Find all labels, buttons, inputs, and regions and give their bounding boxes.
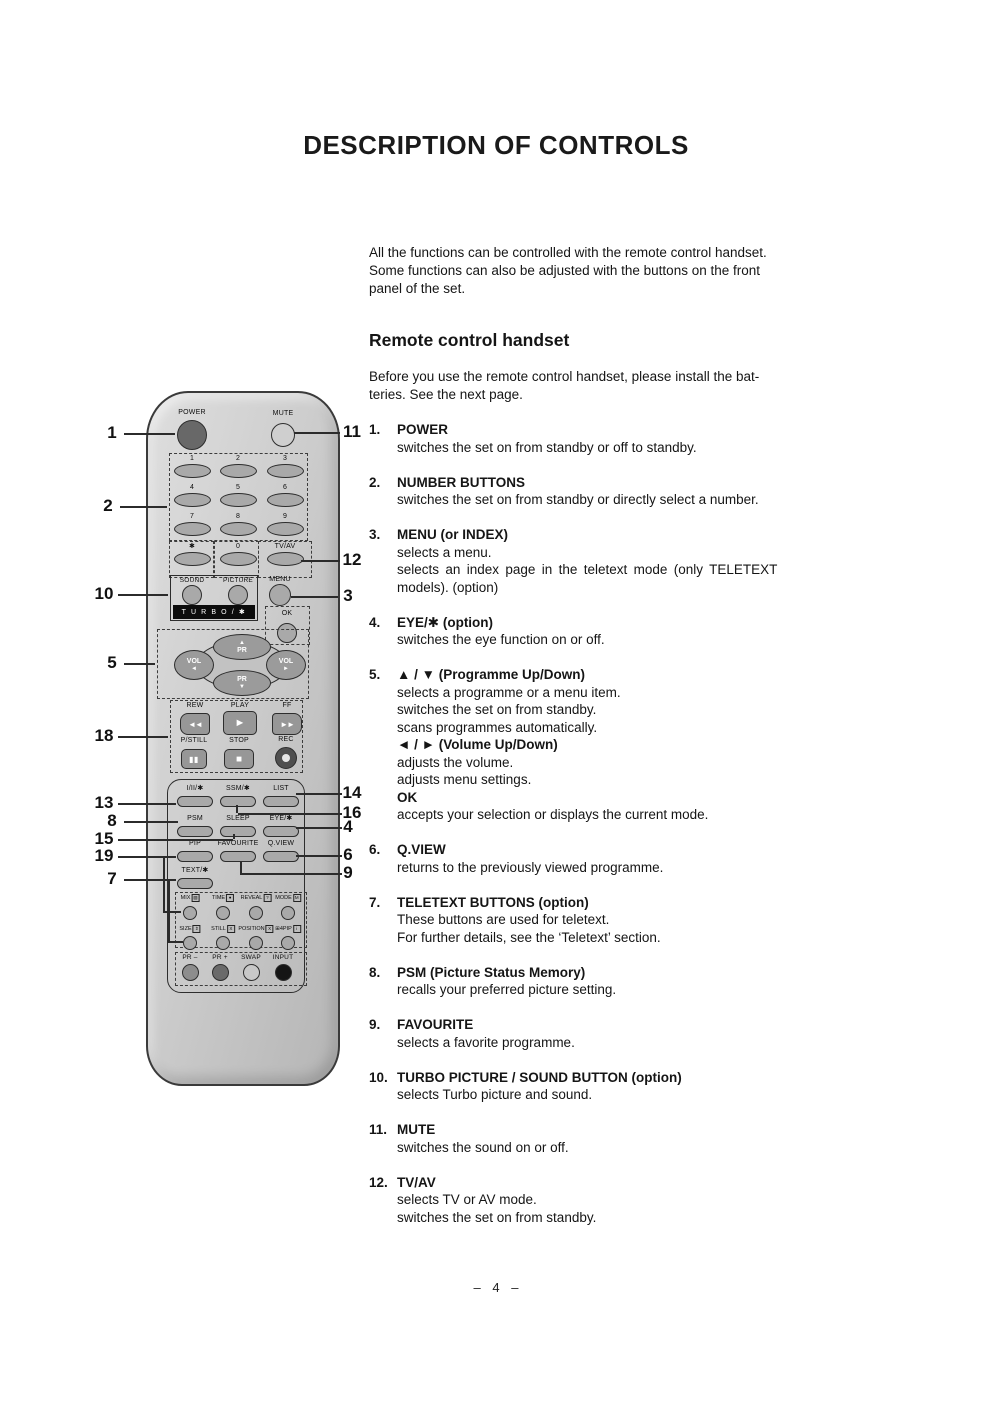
input-label: INPUT xyxy=(272,954,294,961)
position-text: POSITION xyxy=(238,926,265,932)
item-number: 12. xyxy=(369,1174,388,1190)
time-icon: ● xyxy=(226,894,234,902)
item-title: MENU (or INDEX) xyxy=(397,527,508,542)
swap-label: SWAP xyxy=(241,954,261,961)
callout-6: 6 xyxy=(343,845,353,864)
psm-button xyxy=(177,826,213,837)
callout-11: 11 xyxy=(343,422,361,441)
rew-button xyxy=(180,713,210,735)
sound-label: SOUND xyxy=(179,577,205,584)
callout-9: 9 xyxy=(343,863,353,882)
digit-3-button xyxy=(267,464,304,478)
mix-icon: ▨ xyxy=(193,895,198,900)
item-title: NUMBER BUTTONS xyxy=(397,474,525,490)
intro-paragraph xyxy=(369,244,925,298)
position-label xyxy=(238,925,273,933)
callout-line xyxy=(294,432,340,434)
digit-4-label: 4 xyxy=(189,484,195,491)
sleep-button xyxy=(220,826,256,837)
callout-line xyxy=(120,506,167,508)
paragraph-line: Before you use the remote control handset, please install the bat- xyxy=(369,369,760,384)
pause-still-button xyxy=(181,749,207,769)
digit-9-label: 9 xyxy=(282,513,288,520)
mix-button xyxy=(183,906,197,920)
digit-6-button xyxy=(267,493,304,507)
callout-10: 10 xyxy=(94,584,114,603)
tvav-button xyxy=(267,552,304,566)
item-number: 2. xyxy=(369,474,381,490)
list-item xyxy=(369,1121,925,1156)
item-description-line: scans programmes automatically. xyxy=(397,719,598,735)
item-description-line: selects a favorite programme. xyxy=(397,1034,575,1050)
position-button xyxy=(249,936,263,950)
menu-button xyxy=(269,584,291,606)
ff-button xyxy=(272,713,302,735)
list-button xyxy=(263,796,299,807)
digit-2-button xyxy=(220,464,257,478)
time-label xyxy=(212,894,234,902)
digit-8-label: 8 xyxy=(235,513,241,520)
sleep-label: SLEEP xyxy=(226,815,250,822)
play-button xyxy=(223,711,257,735)
list-item xyxy=(369,614,925,649)
pr-button xyxy=(212,964,229,981)
q-view-button xyxy=(263,851,299,862)
callout-line xyxy=(291,596,338,598)
digit-7-label: 7 xyxy=(189,513,195,520)
item-description-line: selects Turbo picture and sound. xyxy=(397,1087,593,1102)
item-description-line: adjusts the volume. xyxy=(397,754,514,770)
4pip-text: ⊞4PIP xyxy=(275,926,292,932)
item-number: 8. xyxy=(369,964,381,980)
callout-8: 8 xyxy=(107,811,117,830)
4pip-label xyxy=(275,925,301,933)
pr-label: PR + xyxy=(212,954,228,961)
item-title: ◄ / ► (Volume Up/Down) xyxy=(397,737,558,752)
section-heading: Remote control handset xyxy=(369,330,570,350)
size-icon: ⇕ xyxy=(193,925,201,933)
star-label: ✱ xyxy=(188,543,196,550)
digit-5-label: 5 xyxy=(235,484,241,491)
callout-line xyxy=(118,839,233,841)
install-batteries-paragraph xyxy=(369,368,925,404)
time-text: TIME xyxy=(211,895,226,901)
size-button xyxy=(183,936,197,950)
mix-text: MIX xyxy=(180,895,191,901)
callout-16: 16 xyxy=(342,803,362,822)
digit-4-button xyxy=(174,493,211,507)
item-description-line: These buttons are used for teletext. xyxy=(397,912,610,927)
programme-up-button: ▲ PR xyxy=(213,634,271,660)
item-body xyxy=(397,1121,925,1156)
rew-icon: ◄◄ xyxy=(188,719,202,729)
4pip-icon: i xyxy=(293,925,301,933)
callout-15: 15 xyxy=(94,829,114,848)
pr-button xyxy=(182,964,199,981)
ok-label: OK xyxy=(281,610,293,617)
callout-19: 19 xyxy=(94,846,114,865)
item-description-line: accepts your selection or displays the current mode. xyxy=(397,807,709,822)
callout-7: 7 xyxy=(107,869,117,888)
programme-down-button: PR ▼ xyxy=(213,670,271,696)
callout-3: 3 xyxy=(343,586,353,605)
stop-icon: ■ xyxy=(235,753,243,765)
pip-label: PIP xyxy=(189,840,201,847)
paragraph-line: Some functions can also be adjusted with the buttons on the front xyxy=(369,263,760,278)
item-title: EYE/✱ (option) xyxy=(397,614,494,630)
reveal-label xyxy=(241,894,272,902)
tvav-label: TV/AV xyxy=(274,543,296,550)
callout-line xyxy=(168,941,183,943)
mute-label: MUTE xyxy=(272,410,294,417)
item-description-line: returns to the previously viewed programme. xyxy=(397,859,664,875)
callout-line xyxy=(236,805,238,813)
item-number: 7. xyxy=(369,894,381,910)
item-description-line: switches the set on from standby. xyxy=(397,1209,597,1225)
callout-2: 2 xyxy=(103,496,113,515)
rec-dot-icon xyxy=(282,754,290,762)
pip-button xyxy=(177,851,213,862)
digit-9-button xyxy=(267,522,304,536)
item-description-line: switches the eye function on or off. xyxy=(397,632,605,647)
callout-line xyxy=(238,813,342,815)
ff-icon: ►► xyxy=(280,719,294,729)
favourite-button xyxy=(220,851,256,862)
callout-4: 4 xyxy=(343,817,353,836)
document-title: DESCRIPTION OF CONTROLS xyxy=(303,130,689,160)
item-number: 4. xyxy=(369,614,381,630)
still-text: STILL xyxy=(211,926,226,932)
item-body xyxy=(397,894,925,947)
item-description-line: adjusts menu settings. xyxy=(397,772,532,787)
mode-text: MODE xyxy=(275,895,292,901)
input-button xyxy=(275,964,292,981)
item-description-line: selects a menu. xyxy=(397,544,492,560)
text-label: TEXT/✱ xyxy=(181,867,209,874)
item-number: 3. xyxy=(369,527,381,542)
star-button xyxy=(174,552,211,566)
item-description-line: switches the sound on or off. xyxy=(397,1139,569,1155)
text-button xyxy=(177,878,213,889)
item-number: 5. xyxy=(369,667,381,682)
psm-label: PSM xyxy=(187,815,203,822)
item-description-line: switches the set on from standby or directly select a number. xyxy=(397,492,759,507)
item-description-line: selects TV or AV mode. xyxy=(397,1192,537,1207)
list-item xyxy=(369,964,925,999)
item-body xyxy=(397,841,925,876)
item-title: MUTE xyxy=(397,1122,436,1137)
callout-line xyxy=(296,855,342,857)
right-arrow-icon: ► xyxy=(283,665,289,672)
picture-label: PICTURE xyxy=(223,577,253,584)
callout-line xyxy=(163,858,165,911)
item-body xyxy=(397,474,925,509)
callout-line xyxy=(301,560,340,562)
paragraph-line: teries. See the next page. xyxy=(369,387,523,402)
mode-icon: M xyxy=(293,894,301,902)
mode-label xyxy=(275,894,301,902)
i-ii-label: I/II/✱ xyxy=(186,785,204,792)
callout-line xyxy=(118,856,176,858)
item-body xyxy=(397,1016,925,1051)
callout-12: 12 xyxy=(342,550,362,569)
description-list xyxy=(369,421,925,1244)
callout-line xyxy=(124,663,155,665)
q-view-label: Q.VIEW xyxy=(267,840,295,847)
item-number: 9. xyxy=(369,1017,381,1032)
list-item xyxy=(369,1069,925,1104)
callout-14: 14 xyxy=(342,783,362,802)
pause-icon: ▮▮ xyxy=(189,754,199,764)
mode-button xyxy=(281,906,295,920)
rec-label: REC xyxy=(278,736,294,743)
i-ii-button xyxy=(177,796,213,807)
menu-label: MENU xyxy=(269,576,291,583)
item-title: PSM (Picture Status Memory) xyxy=(397,964,586,980)
item-title: TELETEXT BUTTONS (option) xyxy=(397,894,589,910)
paragraph-line: All the functions can be controlled with the remote control handset. xyxy=(369,245,767,260)
left-arrow-icon: ◄ xyxy=(191,665,197,672)
item-description-line: recalls your preferred picture setting. xyxy=(397,982,617,997)
item-number: 1. xyxy=(369,422,381,437)
paragraph-line: panel of the set. xyxy=(369,281,466,296)
ssm-button xyxy=(220,796,256,807)
time-button xyxy=(216,906,230,920)
digit-1-label: 1 xyxy=(189,455,195,462)
item-title: TV/AV xyxy=(397,1174,436,1190)
swap-button xyxy=(243,964,260,981)
stop-label: STOP xyxy=(229,737,249,744)
item-body xyxy=(397,1174,925,1227)
item-title: TURBO PICTURE / SOUND BUTTON (option) xyxy=(397,1069,682,1085)
callout-line xyxy=(296,827,342,829)
digit-2-label: 2 xyxy=(235,455,241,462)
callout-18: 18 xyxy=(94,726,114,745)
list-item xyxy=(369,421,925,456)
reveal-icon: ? xyxy=(263,894,271,902)
digit-7-button xyxy=(174,522,211,536)
zero-button xyxy=(220,552,257,566)
callout-line xyxy=(240,873,342,875)
power-button xyxy=(177,420,207,450)
play-icon: ► xyxy=(234,717,246,729)
item-description-line: switches the set on from standby. xyxy=(397,702,597,717)
list-item xyxy=(369,841,925,876)
callout-line xyxy=(124,821,178,823)
digit-8-button xyxy=(220,522,257,536)
list-label: LIST xyxy=(273,785,289,792)
list-item xyxy=(369,474,925,509)
item-number: 10. xyxy=(369,1069,388,1085)
volume-down-button: VOL ◄ xyxy=(174,650,214,680)
item-number: 11. xyxy=(369,1122,388,1137)
item-body xyxy=(397,614,925,649)
item-description-line: models). (option) xyxy=(397,579,499,595)
item-body xyxy=(397,666,925,824)
digit-5-button xyxy=(220,493,257,507)
mix-label xyxy=(181,894,200,902)
ff-label: FF xyxy=(282,702,292,709)
still-icon: X xyxy=(227,925,235,933)
item-description-line: selects a programme or a menu item. xyxy=(397,684,621,700)
item-body xyxy=(397,964,925,999)
list-item xyxy=(369,1016,925,1051)
sound-button xyxy=(182,585,202,605)
picture-button xyxy=(228,585,248,605)
item-description-line: switches the set on from standby or off to standby. xyxy=(397,439,697,455)
remote-control-illustration xyxy=(146,391,340,1086)
page-number: – 4 – xyxy=(473,1280,519,1295)
item-title: Q.VIEW xyxy=(397,842,446,857)
favourite-label: FAVOURITE xyxy=(217,840,259,847)
down-arrow-icon: ▼ xyxy=(239,683,245,690)
item-number: 6. xyxy=(369,842,381,857)
pr-label: PR – xyxy=(182,954,198,961)
size-text: SIZE xyxy=(179,926,192,932)
item-body xyxy=(397,1069,925,1104)
stop-button xyxy=(224,749,254,769)
callout-line xyxy=(163,911,181,913)
mute-button xyxy=(271,423,295,447)
callout-13: 13 xyxy=(94,793,114,812)
callout-5: 5 xyxy=(107,653,117,672)
item-title: FAVOURITE xyxy=(397,1017,474,1032)
4pip-button xyxy=(281,936,295,950)
reveal-text: REVEAL xyxy=(240,895,263,901)
up-arrow-icon: ▲ xyxy=(239,640,245,646)
pstill-label: P/STILL xyxy=(180,737,208,744)
callout-line xyxy=(124,433,175,435)
still-button xyxy=(216,936,230,950)
rec-button xyxy=(275,747,297,769)
item-title: OK xyxy=(397,789,418,805)
digit-3-label: 3 xyxy=(282,455,288,462)
callout-1: 1 xyxy=(107,423,117,442)
eye-label: EYE/✱ xyxy=(269,815,293,822)
callout-line xyxy=(118,803,176,805)
item-description-line: For further details, see the ‘Teletext’ section. xyxy=(397,929,661,945)
zero-label: 0 xyxy=(235,543,241,550)
item-body xyxy=(397,421,925,456)
item-body xyxy=(397,526,925,596)
callout-line xyxy=(240,861,242,873)
callout-line xyxy=(168,881,170,941)
callout-line xyxy=(118,736,168,738)
list-item xyxy=(369,1174,925,1227)
volume-up-button: VOL ► xyxy=(266,650,306,680)
eye-button xyxy=(263,826,299,837)
still-label xyxy=(211,925,235,933)
ssm-label: SSM/✱ xyxy=(226,785,250,792)
callout-line xyxy=(296,793,342,795)
rew-label: REW xyxy=(186,702,204,709)
reveal-button xyxy=(249,906,263,920)
turbo-label-bar: T U R B O / ✱ xyxy=(173,605,255,619)
position-icon: X xyxy=(266,925,274,933)
list-item xyxy=(369,894,925,947)
list-item xyxy=(369,666,925,824)
power-label: POWER xyxy=(178,409,206,416)
digit-1-button xyxy=(174,464,211,478)
callout-line xyxy=(233,834,235,839)
list-item xyxy=(369,526,925,596)
size-label xyxy=(179,925,200,933)
item-title: POWER xyxy=(397,422,449,437)
digit-6-label: 6 xyxy=(282,484,288,491)
callout-line xyxy=(118,594,168,596)
item-title: ▲ / ▼ (Programme Up/Down) xyxy=(397,667,585,682)
play-label: PLAY xyxy=(230,702,250,709)
item-description-line: selects an index page in the teletext mode (only TELETEXT xyxy=(397,562,778,577)
